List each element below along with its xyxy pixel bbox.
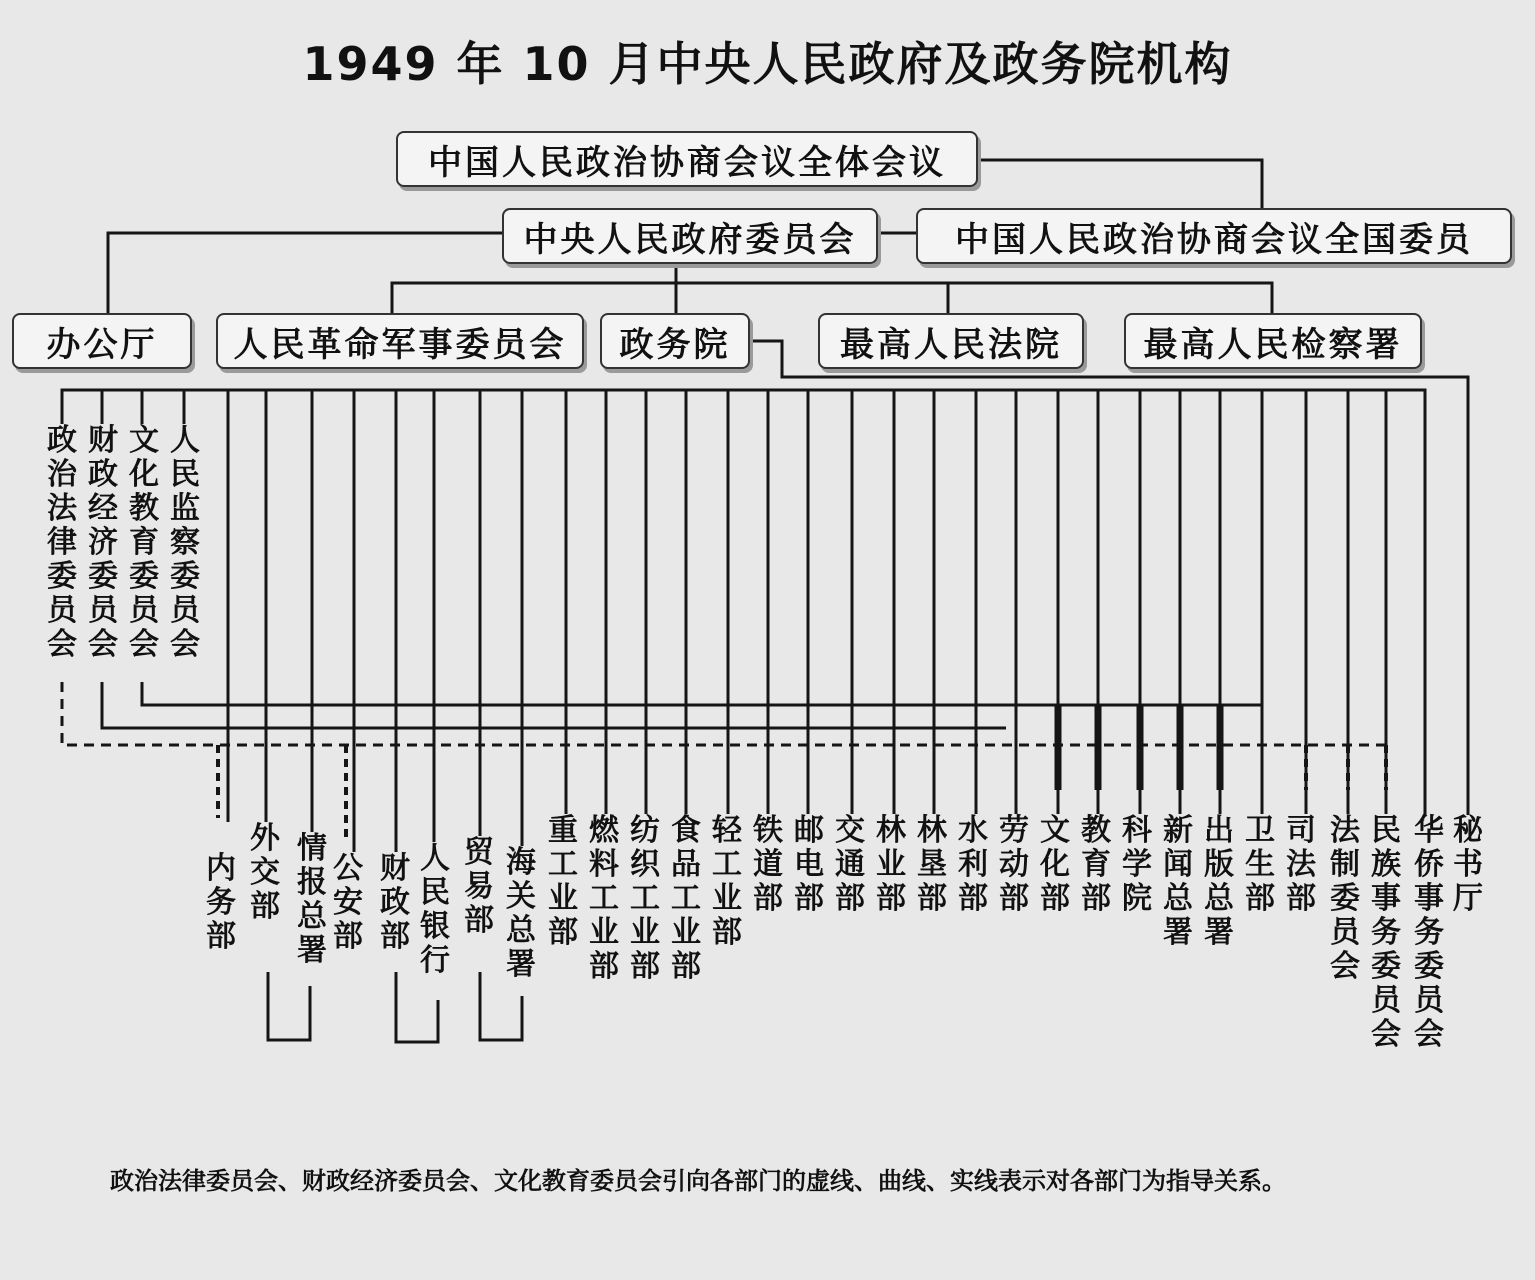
bracket-finance-bank	[396, 972, 438, 1042]
dept-overseas-chinese: 华侨事务委员会	[1414, 813, 1444, 1052]
dept-intelligence: 情报总署	[297, 831, 327, 968]
dept-peoples-bank: 人民银行	[420, 841, 450, 978]
dept-interior: 内务部	[206, 851, 236, 954]
dept-light-industry: 轻工业部	[712, 813, 742, 950]
committee-culture-education: 文化教育委员会	[129, 423, 159, 662]
dept-textile-industry: 纺织工业部	[630, 813, 660, 984]
dept-posts-telecom: 邮电部	[794, 813, 824, 916]
box-state-council: 政务院	[600, 313, 750, 369]
guide-politics-law	[62, 682, 1386, 745]
committee-supervision: 人民监察委员会	[170, 423, 200, 662]
box-court: 最高人民法院	[818, 313, 1084, 369]
dept-secretariat: 秘书厅	[1453, 813, 1483, 916]
box-national-cppcc: 中国人民政治协商会议全国委员	[916, 208, 1512, 264]
bracket-foreign-intel	[268, 972, 310, 1040]
dept-publishing: 出版总署	[1204, 813, 1234, 950]
dept-trade: 贸易部	[464, 835, 494, 938]
dept-academy-sciences: 科学院	[1122, 813, 1152, 916]
dept-forest-reclamation: 林垦部	[917, 813, 947, 916]
dept-heavy-industry: 重工业部	[548, 813, 578, 950]
dept-forestry: 林业部	[876, 813, 906, 916]
dept-health: 卫生部	[1245, 813, 1275, 916]
dept-education: 教育部	[1081, 813, 1111, 916]
dept-culture: 文化部	[1040, 813, 1070, 916]
bracket-trade-customs	[480, 972, 522, 1040]
dept-fuel-industry: 燃料工业部	[589, 813, 619, 984]
dept-public-security: 公安部	[333, 851, 363, 954]
bus-second-level	[392, 283, 1272, 313]
dept-foreign-affairs: 外交部	[250, 821, 280, 924]
dept-customs: 海关总署	[506, 845, 536, 982]
link-central-office	[108, 233, 502, 313]
link-plenary-national	[978, 160, 1262, 208]
dept-finance: 财政部	[380, 851, 410, 954]
box-military: 人民革命军事委员会	[216, 313, 584, 369]
dept-press: 新闻总署	[1163, 813, 1193, 950]
dept-railways: 铁道部	[753, 813, 783, 916]
dept-water: 水利部	[958, 813, 988, 916]
guide-culture-education	[142, 682, 1262, 760]
page-title: 1949 年 10 月中央人民政府及政务院机构	[302, 37, 1233, 91]
committee-politics-law: 政治法律委员会	[47, 423, 77, 662]
box-office: 办公厅	[12, 313, 192, 369]
dept-labor: 劳动部	[999, 813, 1029, 916]
box-procuratorate: 最高人民检察署	[1124, 313, 1422, 369]
box-plenary: 中国人民政治协商会议全体会议	[396, 131, 978, 187]
dept-food-industry: 食品工业部	[671, 813, 701, 984]
footnote: 政治法律委员会、财政经济委员会、文化教育委员会引向各部门的虚线、曲线、实线表示对各部门为指导关系。	[110, 1166, 1286, 1195]
box-central-gov: 中央人民政府委员会	[502, 208, 878, 264]
committee-finance-economy: 财政经济委员会	[88, 423, 118, 662]
dept-transport: 交通部	[835, 813, 865, 916]
dept-ethnic-affairs: 民族事务委员会	[1371, 813, 1401, 1052]
dept-legislation: 法制委员会	[1330, 813, 1360, 984]
dept-justice: 司法部	[1286, 813, 1316, 916]
